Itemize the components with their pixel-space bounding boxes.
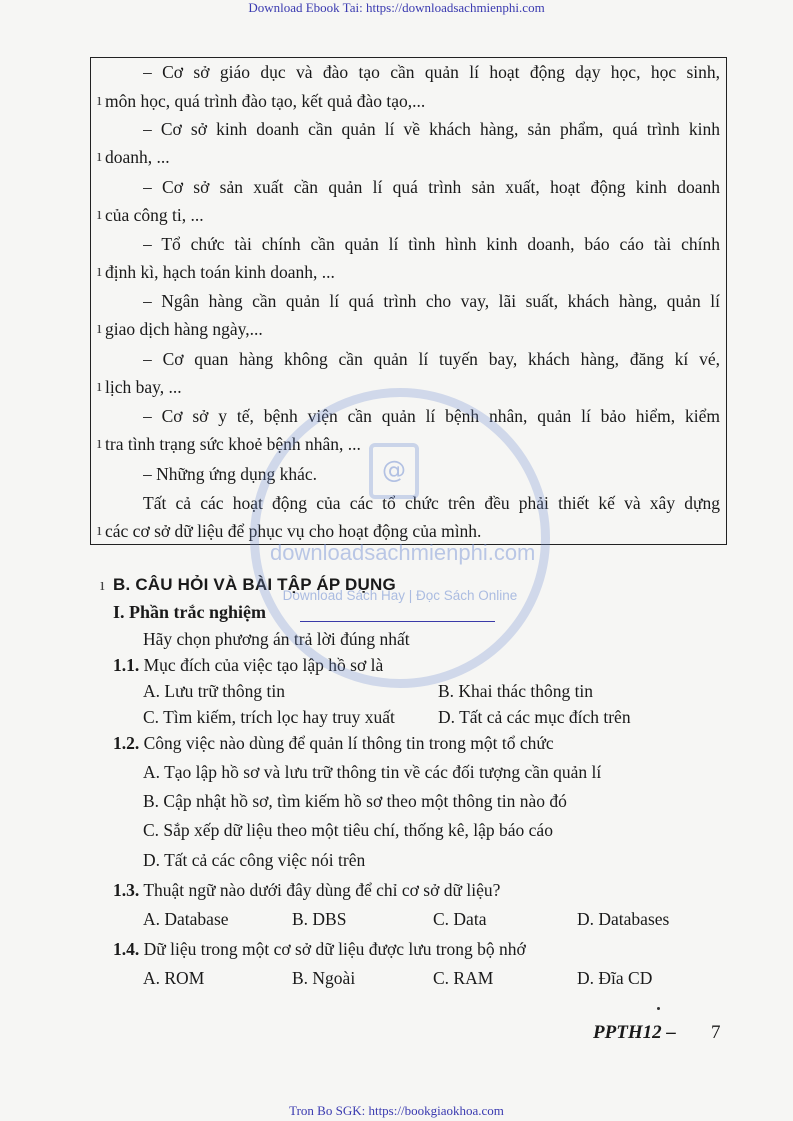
margin-mark: ı	[97, 433, 102, 452]
question	[113, 732, 554, 754]
answer-option: A. Tạo lập hồ sơ và lưu trữ thông tin về các đối tượng cần quản lí	[143, 762, 602, 782]
question-number: 1.4.	[113, 939, 140, 959]
box-line: Tất cả các hoạt động của các tổ chức trên đều phải thiết kế và xây dựng	[143, 493, 720, 513]
answer-option: A. ROM	[143, 968, 205, 988]
margin-mark: ı	[97, 146, 102, 165]
scan-speck	[657, 1007, 660, 1010]
question-number: 1.3.	[113, 880, 140, 900]
page-number: 7	[711, 1022, 721, 1043]
box-line: – Cơ sở giáo dục và đào tạo cần quản lí hoạt động dạy học, học sinh,	[143, 62, 720, 82]
answer-option: B. DBS	[292, 909, 347, 929]
answer-option: B. Ngoài	[292, 968, 356, 988]
part-title-underline	[300, 621, 495, 622]
margin-mark: ı	[97, 261, 102, 280]
watermark-tagline: Download Sách Hay | Đọc Sách Online	[282, 588, 518, 603]
question-text: Mục đích của việc tạo lập hồ sơ là	[143, 655, 384, 675]
answer-option: D. Tất cả các mục đích trên	[438, 707, 631, 727]
question-text: Thuật ngữ nào dưới đây dùng để chỉ cơ sở dữ liệu?	[143, 880, 501, 900]
box-line: – Cơ sở y tế, bệnh viện cần quản lí bệnh nhân, quản lí bảo hiểm, kiểm	[143, 406, 720, 426]
box-line: của công ti, ...	[105, 205, 204, 225]
box-line: giao dịch hàng ngày,...	[105, 319, 263, 339]
answer-option: C. Data	[433, 909, 487, 929]
question	[113, 879, 500, 901]
answer-option: B. Cập nhật hồ sơ, tìm kiếm hồ sơ theo một thông tin nào đó	[143, 791, 567, 811]
answer-option: D. Tất cả các công việc nói trên	[143, 850, 366, 870]
question	[113, 654, 383, 676]
answer-option: A. Lưu trữ thông tin	[143, 681, 285, 701]
question	[113, 938, 526, 960]
part-title: I. Phần trắc nghiệm	[113, 602, 266, 622]
box-line: môn học, quá trình đào tạo, kết quả đào tạo,...	[105, 91, 426, 111]
answer-option: D. Databases	[577, 909, 670, 929]
box-line: – Những ứng dụng khác.	[143, 464, 318, 484]
question-text: Công việc nào dùng để quản lí thông tin trong một tổ chức	[143, 733, 554, 753]
box-line: các cơ sở dữ liệu để phục vụ cho hoạt động của mình.	[105, 521, 482, 541]
footer-book-code: PPTH12 –	[593, 1022, 676, 1043]
box-line: – Cơ sở sản xuất cần quản lí quá trình sản xuất, hoạt động kinh doanh	[143, 177, 720, 197]
box-line: doanh, ...	[105, 147, 170, 167]
box-line: lịch bay, ...	[105, 377, 182, 397]
answer-option: C. Tìm kiếm, trích lọc hay truy xuất	[143, 707, 395, 727]
margin-mark: ı	[97, 520, 102, 539]
box-line: – Ngân hàng cần quản lí quá trình cho vay, lãi suất, khách hàng, quản lí	[143, 291, 720, 311]
answer-option: B. Khai thác thông tin	[438, 681, 594, 701]
footer-sgk-link[interactable]: Tron Bo SGK: https://bookgiaokhoa.com	[289, 1103, 504, 1118]
question-number: 1.2.	[113, 733, 140, 753]
box-line: – Cơ quan hàng không cần quản lí tuyến bay, khách hàng, đăng kí vé,	[143, 349, 720, 369]
question-number: 1.1.	[113, 655, 140, 675]
box-line: tra tình trạng sức khoẻ bệnh nhân, ...	[105, 434, 361, 454]
answer-option: A. Database	[143, 909, 229, 929]
box-line: – Cơ sở kinh doanh cần quản lí về khách hàng, sản phẩm, quá trình kinh	[143, 119, 720, 139]
margin-mark: ı	[97, 318, 102, 337]
margin-mark: ı	[97, 376, 102, 395]
book-at-icon: @	[369, 443, 419, 499]
margin-mark: ı	[100, 575, 105, 594]
answer-option: C. RAM	[433, 968, 494, 988]
section-title: B. CÂU HỎI VÀ BÀI TẬP ÁP DỤNG	[113, 575, 396, 594]
box-line: định kì, hạch toán kinh doanh, ...	[105, 262, 335, 282]
answer-option: C. Sắp xếp dữ liệu theo một tiêu chí, thống kê, lập báo cáo	[143, 820, 553, 840]
box-line: – Tổ chức tài chính cần quản lí tình hình kinh doanh, báo cáo tài chính	[143, 234, 720, 254]
margin-mark: ı	[97, 90, 102, 109]
header-download-link[interactable]: Download Ebook Tai: https://downloadsachmienphi.com	[248, 0, 545, 15]
watermark-site: downloadsachmienphi.com	[270, 540, 536, 565]
instruction: Hãy chọn phương án trả lời đúng nhất	[143, 629, 410, 649]
answer-option: D. Đĩa CD	[577, 968, 653, 988]
margin-mark: ı	[97, 204, 102, 223]
question-text: Dữ liệu trong một cơ sở dữ liệu được lưu trong bộ nhớ	[143, 939, 526, 959]
